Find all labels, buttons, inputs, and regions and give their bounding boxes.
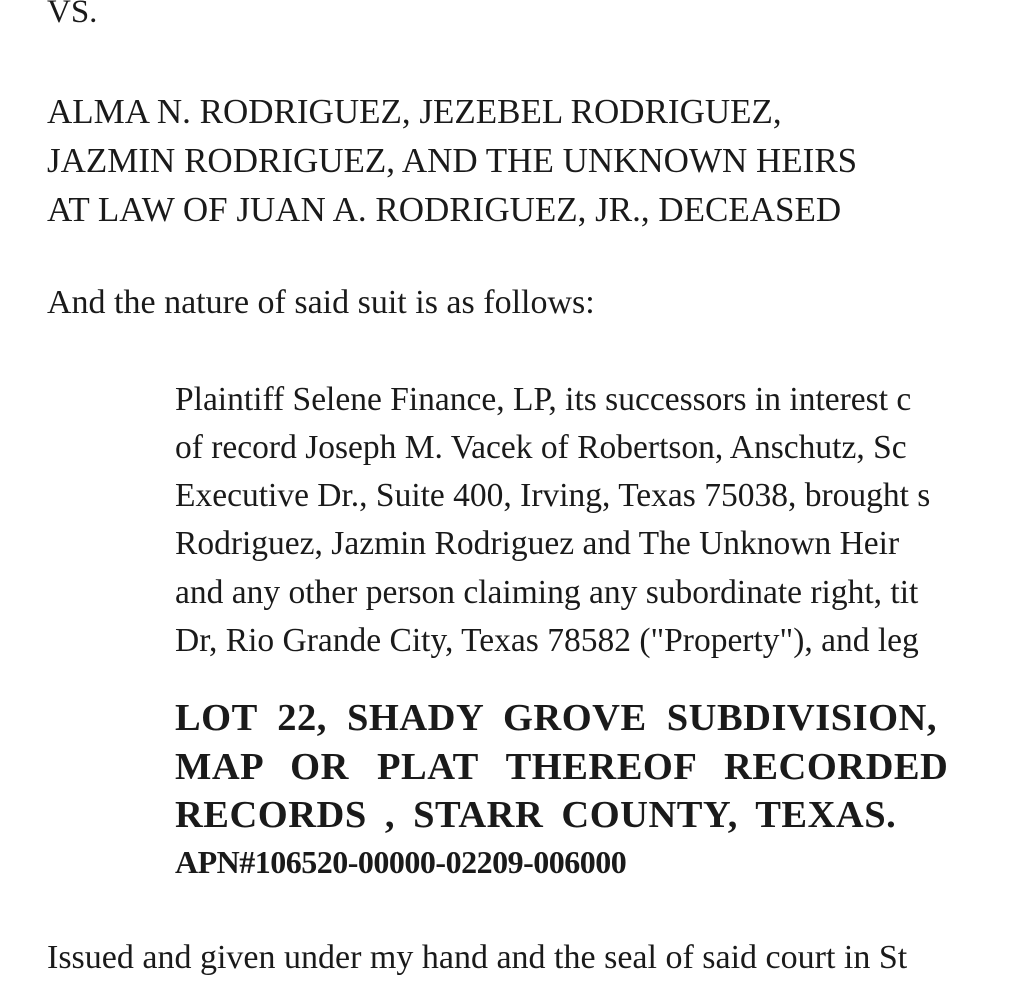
suit-body-line-2: of record Joseph M. Vacek of Robertson, Anschutz, Sc bbox=[175, 429, 907, 466]
suit-body-line-1: Plaintiff Selene Finance, LP, its successors in interest c bbox=[175, 381, 912, 418]
suit-body-line-4: Rodriguez, Jazmin Rodriguez and The Unknown Heir bbox=[175, 525, 900, 562]
versus-label: VS. bbox=[47, 0, 98, 30]
defendants-line-2: JAZMIN RODRIGUEZ, AND THE UNKNOWN HEIRS bbox=[47, 141, 858, 180]
apn-number: APN#106520-00000-02209-006000 bbox=[175, 844, 627, 880]
suit-body-line-6: Dr, Rio Grande City, Texas 78582 ("Property"), and leg bbox=[175, 622, 919, 659]
issued-statement: Issued and given under my hand and the seal of said court in St bbox=[47, 939, 908, 976]
defendants-line-3: AT LAW OF JUAN A. RODRIGUEZ, JR., DECEASED bbox=[47, 190, 842, 229]
nature-of-suit-intro: And the nature of said suit is as follows: bbox=[47, 284, 595, 321]
legal-description-line-1: LOT 22, SHADY GROVE SUBDIVISION, bbox=[175, 697, 937, 739]
legal-description-line-3: RECORDS , STARR COUNTY, TEXAS. bbox=[175, 794, 897, 836]
legal-description-line-2: MAP OR PLAT THEREOF RECORDED bbox=[175, 746, 949, 788]
suit-body-line-3: Executive Dr., Suite 400, Irving, Texas 75038, brought s bbox=[175, 477, 931, 514]
suit-body-line-5: and any other person claiming any subordinate right, tit bbox=[175, 574, 919, 611]
defendants-line-1: ALMA N. RODRIGUEZ, JEZEBEL RODRIGUEZ, bbox=[47, 92, 782, 131]
